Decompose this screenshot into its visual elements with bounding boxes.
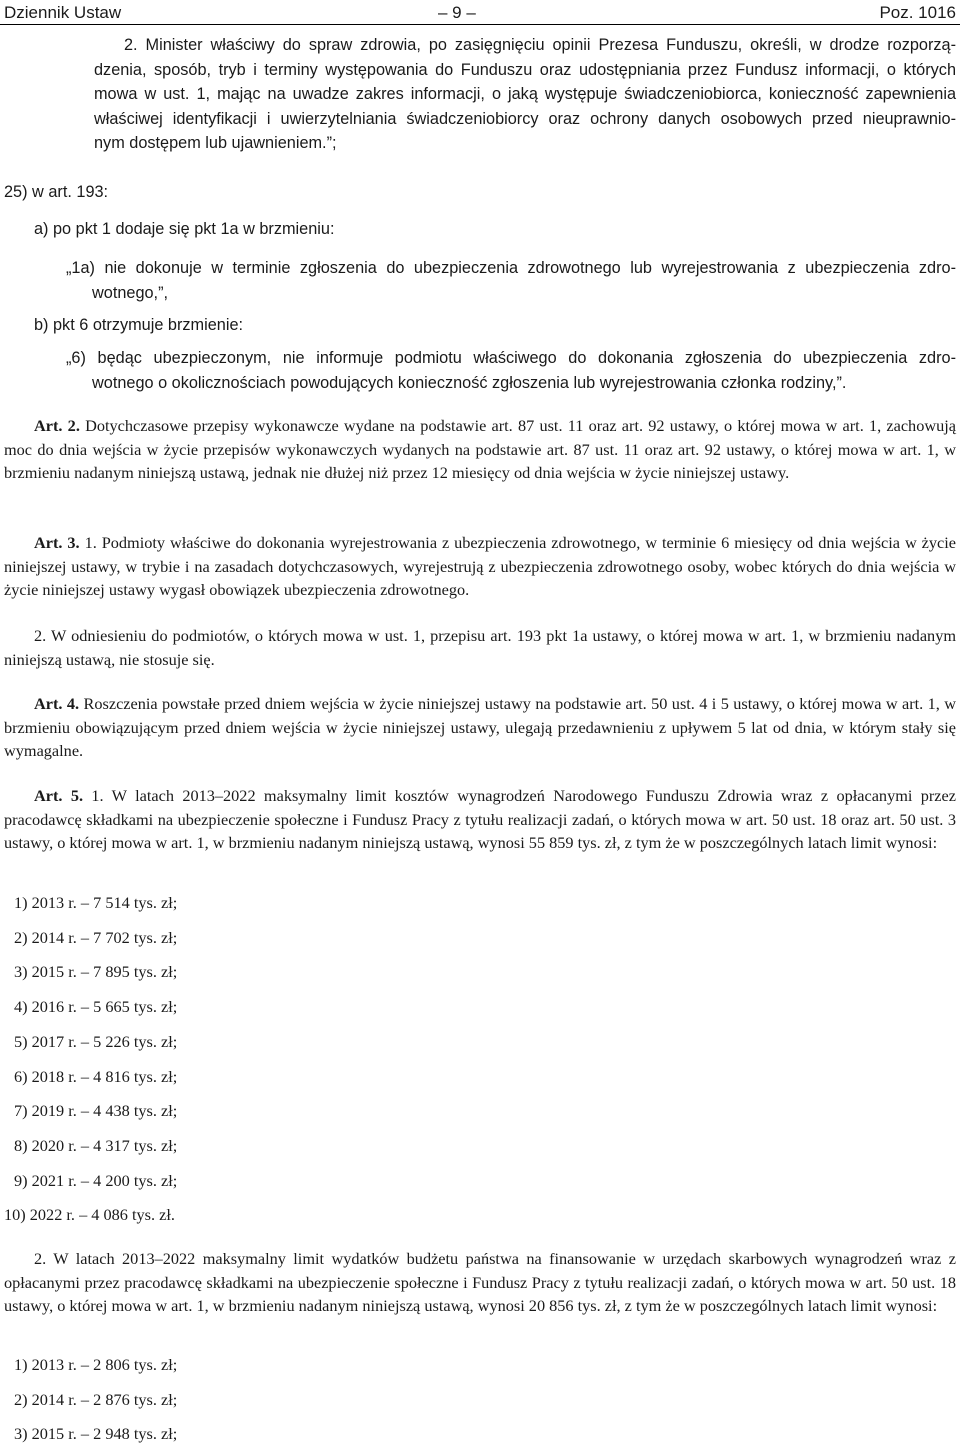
article-5-para-1: 1. W latach 2013–2022 maksymalny limit kosztów wynagrodzeń Narodowego Funduszu Zdrowia wraz z opłacanymi przez pracodawcę składkami na ubezpieczenie społeczne i Fundusz Pracy z tytułu realizacji zadań, o których mowa w art. 50 ust. 18 oraz art. 50 ust. 3 ustawy, o której mowa w art. 1, w brzmieniu nadanym niniejszą ustawą, wynosi 55 859 tys. zł, z tym że w poszczególnych latach limit wynosi: (4, 786, 956, 852)
article-2-text: Dotychczasowe przepisy wykonawcze wydane na podstawie art. 87 ust. 11 oraz art. 92 ustawy, o której mowa w art. 1, zachowują moc do dnia wejścia w życie przepisów wykonawczych wydanych na podstawie art. 87 ust. 11 oraz art. 92 ustawy, o której mowa w art. 1, w brzmieniu nadanym niniejszą ustawą, jednak nie dłużej niż przez 12 miesięcy od dnia wejścia w życie niniejszej ustawy. (4, 416, 956, 482)
limit-list-item: 1) 2013 r. – 7 514 tys. zł; (14, 893, 178, 912)
article-3 (4, 531, 956, 602)
article-5-label: Art. 5. (34, 786, 84, 805)
position-number: Poz. 1016 (879, 3, 956, 22)
section-2-line: właściwej identyfikacji i uwierzytelniania świadczeniobiorcy oraz ochrony danych osobowych przed nieuprawnio- (94, 109, 956, 128)
article-5-para-2-block (4, 1247, 956, 1318)
quote-6-line: wotnego o okolicznościach powodujących konieczność zgłoszenia lub wyrejestrowania członka rodziny,”. (92, 373, 847, 392)
quote-1a (66, 256, 956, 305)
journal-title: Dziennik Ustaw (4, 3, 122, 22)
budget-list-item: 3) 2015 r. – 2 948 tys. zł; (14, 1424, 178, 1443)
section-2-line: 2. Minister właściwy do spraw zdrowia, po zasięgnięciu opinii Prezesa Funduszu, określi, w drodze rozporzą- (124, 36, 956, 54)
article-4 (4, 692, 956, 763)
limit-list-item: 7) 2019 r. – 4 438 tys. zł; (14, 1101, 178, 1120)
section-2-line: dzenia, sposób, tryb i terminy występowania do Funduszu oraz udostępniania przez Fundusz informacji, o których (94, 60, 956, 79)
article-5 (4, 784, 956, 855)
limit-list-item: 5) 2017 r. – 5 226 tys. zł; (14, 1032, 178, 1051)
budget-list-item: 1) 2013 r. – 2 806 tys. zł; (14, 1355, 178, 1374)
limit-list-item: 9) 2021 r. – 4 200 tys. zł; (14, 1171, 178, 1190)
article-2-label: Art. 2. (34, 416, 80, 435)
article-3-para-2: 2. W odniesieniu do podmiotów, o których mowa w ust. 1, przepisu art. 193 pkt 1a ustawy, o której mowa w art. 1, w brzmieniu nadanym niniejszą ustawą, nie stosuje się. (4, 626, 956, 669)
article-2 (4, 414, 956, 485)
quote-1a-line: wotnego,”, (92, 283, 169, 302)
page-number: – 9 – (438, 3, 476, 22)
article-5-para-2: 2. W latach 2013–2022 maksymalny limit wydatków budżetu państwa na finansowanie w urzędach skarbowych wynagrodzeń wraz z opłacanymi przez pracodawcę składkami na ubezpieczenie społeczne i Fundusz Pracy z tytułu realizacji zadań, o których mowa w art. 50 ust. 18 ustawy, o której mowa w art. 1, w brzmieniu nadanym niniejszą ustawą, wynosi 20 856 tys. zł, z tym że w poszczególnych latach limit wynosi: (4, 1249, 956, 1315)
budget-list-item: 2) 2014 r. – 2 876 tys. zł; (14, 1390, 178, 1409)
section-2-paragraph (94, 33, 956, 156)
item-25: 25) w art. 193: (4, 183, 109, 201)
limit-list-item: 10) 2022 r. – 4 086 tys. zł. (4, 1205, 175, 1224)
limit-list-item: 3) 2015 r. – 7 895 tys. zł; (14, 962, 178, 981)
article-3-label: Art. 3. (34, 533, 80, 552)
article-4-text: Roszczenia powstałe przed dniem wejścia w życie niniejszej ustawy na podstawie art. 50 ust. 4 i 5 ustawy, o której mowa w art. 1, w brzmieniu obowiązującym przed dniem wejścia w życie niniejszej ustawy, ulegają przedawnieniu z upływem 5 lat od dnia, w którym stały się wymagalne. (4, 694, 957, 760)
limit-list-item: 2) 2014 r. – 7 702 tys. zł; (14, 928, 178, 947)
article-3-para-2-block (4, 624, 956, 671)
quote-6 (66, 346, 956, 395)
quote-6-line: „6) będąc ubezpieczonym, nie informuje podmiotu właściwego do dokonania zgłoszenia do ubezpieczenia zdro- (66, 349, 956, 367)
section-2-line: nym dostępem lub ujawnieniem.”; (94, 134, 337, 152)
limit-list-item: 6) 2018 r. – 4 816 tys. zł; (14, 1067, 178, 1086)
article-3-para-1: 1. Podmioty właściwe do dokonania wyrejestrowania z ubezpieczenia zdrowotnego, w terminie 6 miesięcy od dnia wejścia w życie niniejszej ustawy, w trybie i na zasadach dotychczasowych, wyrejestrują z ubezpieczenia zdrowotnego osoby, wobec których do dnia wejścia w życie niniejszej ustawy wygasł obowiązek ubezpieczenia zdrowotnego. (4, 533, 956, 599)
quote-1a-line: „1a) nie dokonuje w terminie zgłoszenia do ubezpieczenia zdrowotnego lub wyrejestrowania z ubezpieczenia zdro- (66, 259, 956, 277)
article-4-label: Art. 4. (34, 694, 80, 713)
item-b: b) pkt 6 otrzymuje brzmienie: (34, 316, 244, 334)
item-a: a) po pkt 1 dodaje się pkt 1a w brzmieniu: (34, 220, 335, 238)
section-2-line: mowa w ust. 1, mając na uwadze zakres informacji, o jaką występuje świadczeniobiorca, konieczność zapewnienia (94, 85, 956, 103)
page-header (0, 0, 960, 26)
limit-list-item: 8) 2020 r. – 4 317 tys. zł; (14, 1136, 178, 1155)
header-divider (0, 24, 960, 25)
limit-list-item: 4) 2016 r. – 5 665 tys. zł; (14, 997, 178, 1016)
